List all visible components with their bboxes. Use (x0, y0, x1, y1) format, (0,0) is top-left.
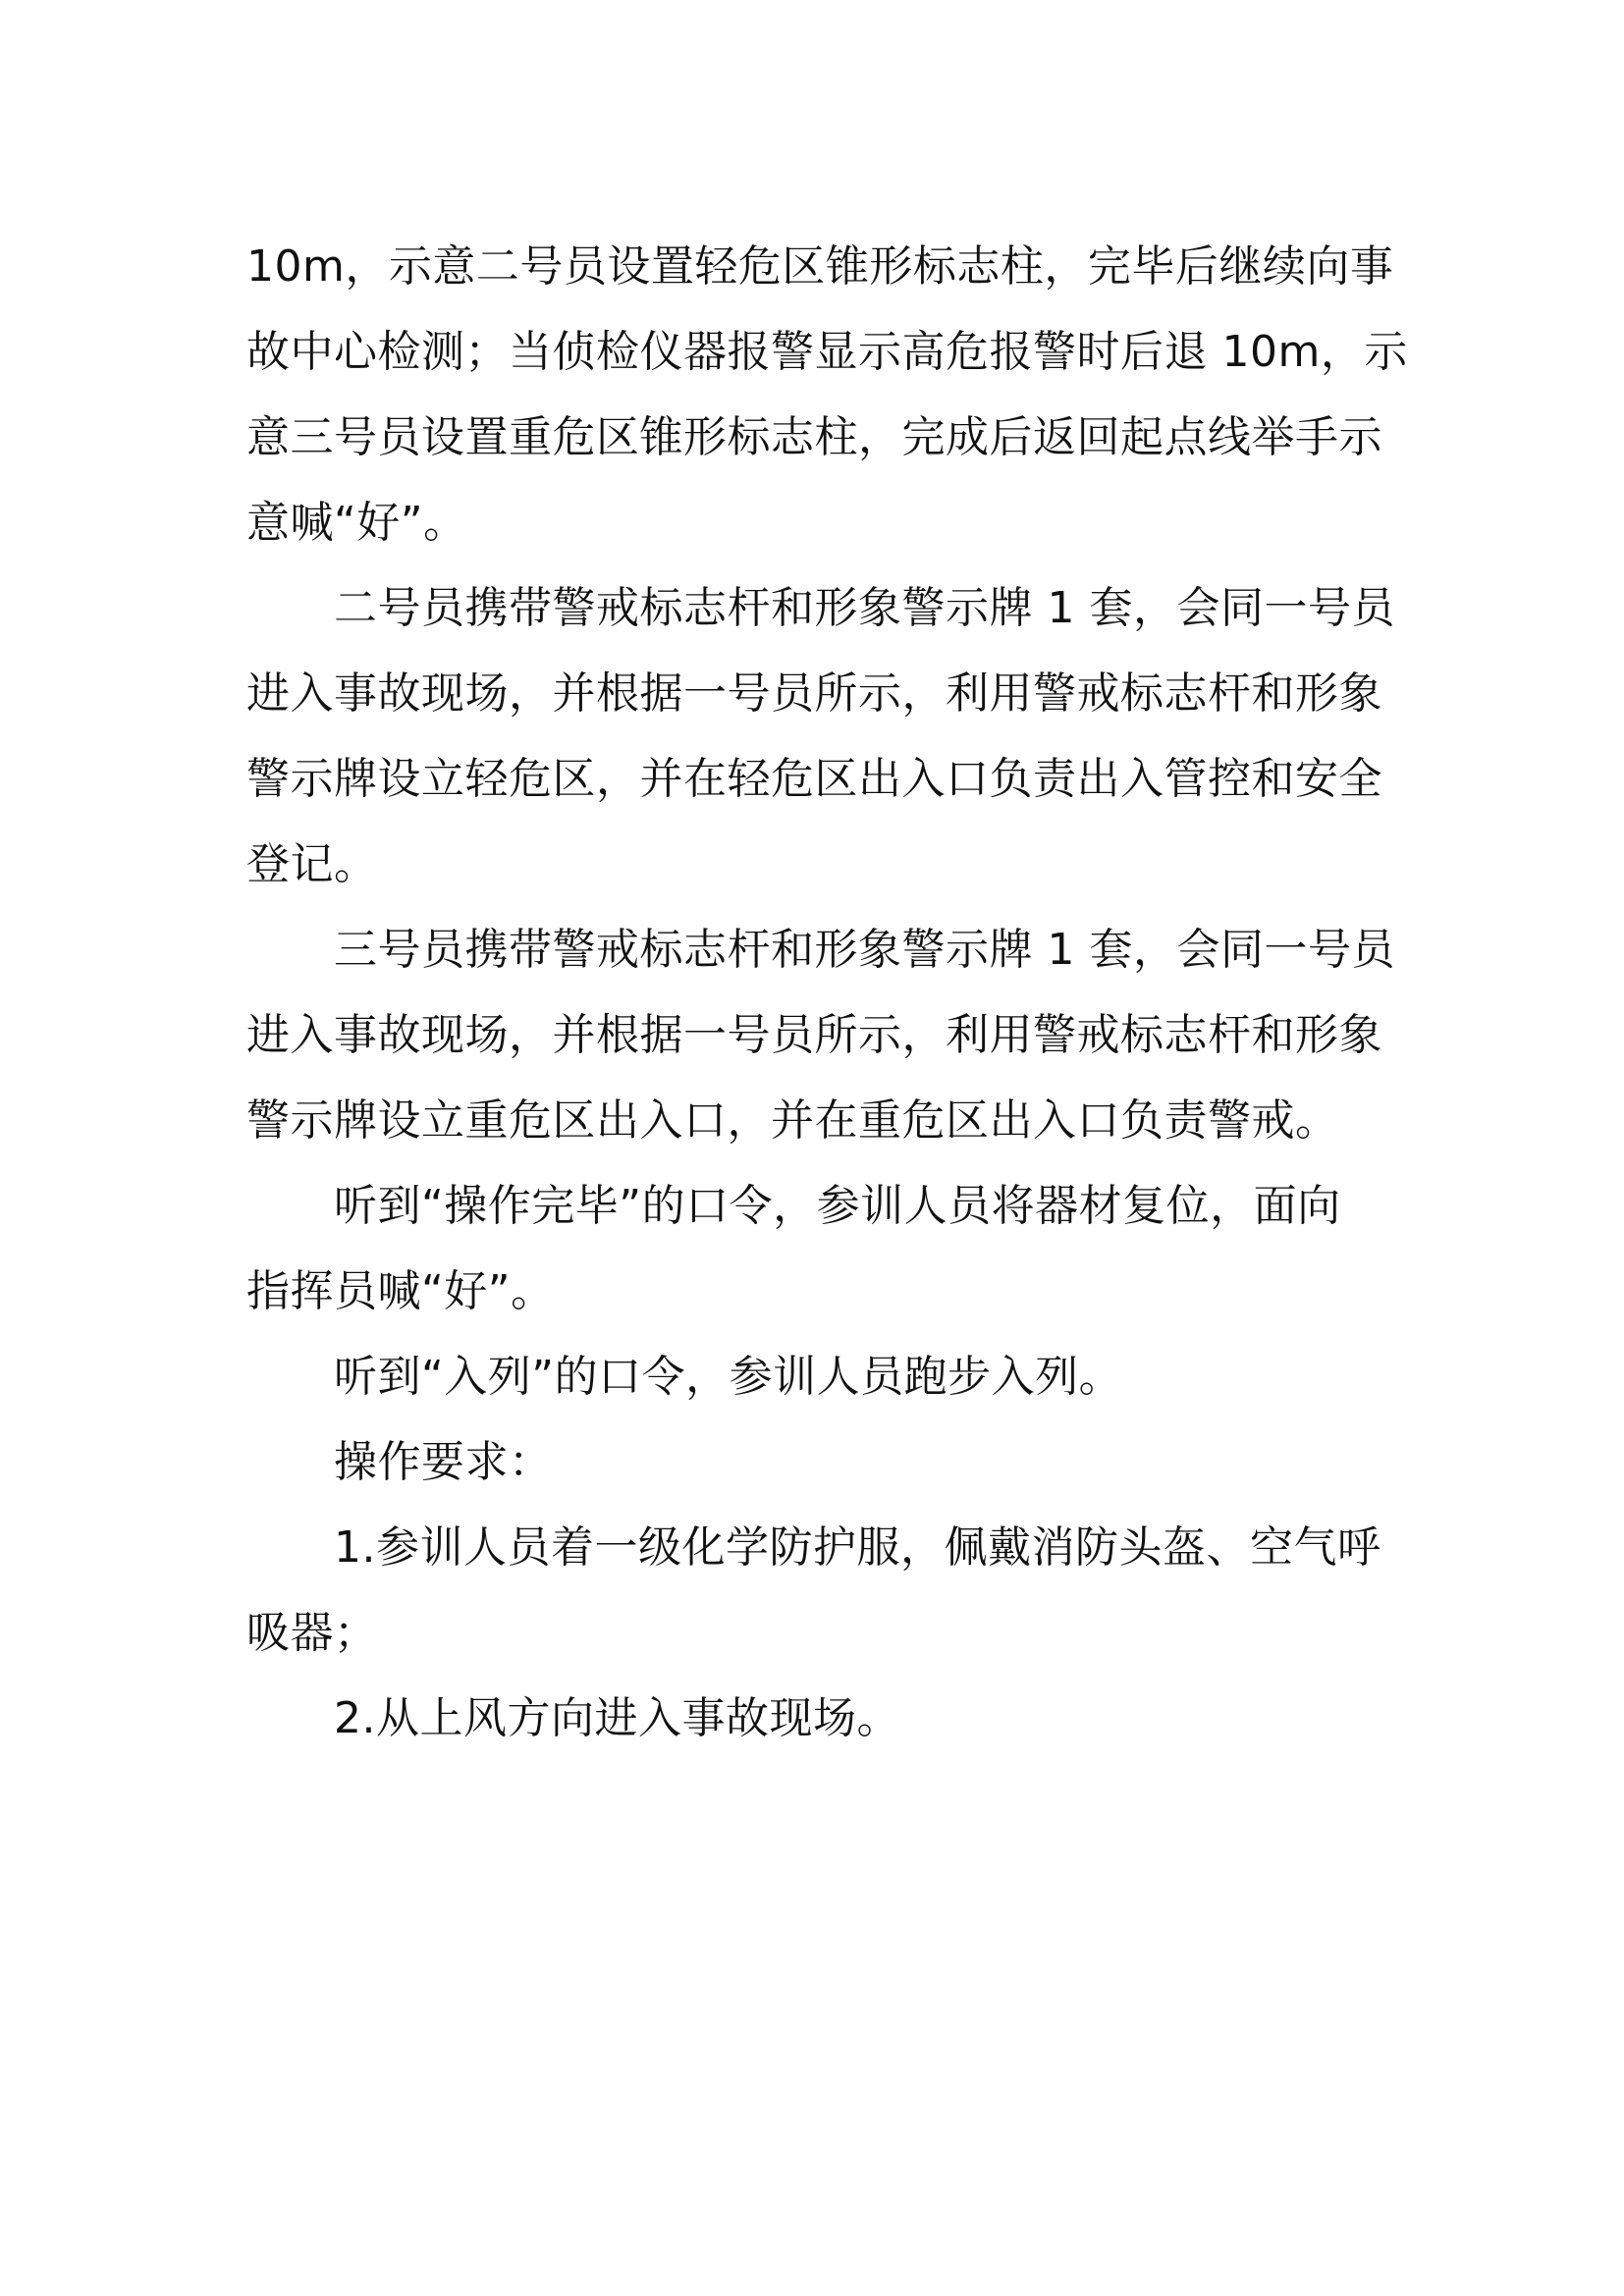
paragraph-line: 二号员携带警戒标志杆和形象警示牌 1 套，会同一号员 (334, 583, 1395, 633)
list-item: 1.参训人员着一级化学防护服，佩戴消防头盔、空气呼 (334, 1522, 1381, 1573)
section-heading: 操作要求： (334, 1437, 553, 1487)
paragraph-line: 警示牌设立轻危区，并在轻危区出入口负责出入管控和安全 (246, 754, 1382, 804)
body-text (246, 224, 1408, 1761)
paragraph-line: 登记。 (246, 839, 378, 889)
paragraph-line: 进入事故现场，并根据一号员所示，利用警戒标志杆和形象 (246, 1010, 1382, 1060)
paragraph-line: 10m，示意二号员设置轻危区锥形标志柱，完毕后继续向事 (246, 241, 1394, 292)
paragraph-line: 进入事故现场，并根据一号员所示，利用警戒标志杆和形象 (246, 668, 1382, 719)
list-item-continuation: 吸器； (246, 1608, 378, 1658)
paragraph-line: 意三号员设置重危区锥形标志柱，完成后返回起点线举手示 (246, 412, 1382, 462)
paragraph-line: 警示牌设立重危区出入口，并在重危区出入口负责警戒。 (246, 1095, 1339, 1146)
paragraph-line: 听到“操作完毕”的口令，参训人员将器材复位，面向 (334, 1181, 1341, 1231)
list-item: 2.从上风方向进入事故现场。 (334, 1693, 900, 1743)
paragraph-line: 三号员携带警戒标志杆和形象警示牌 1 套，会同一号员 (334, 925, 1395, 975)
paragraph-line: 意喊“好”。 (246, 498, 467, 548)
paragraph-line: 故中心检测；当侦检仪器报警显示高危报警时后退 10m，示 (246, 327, 1408, 377)
paragraph-line: 指挥员喊“好”。 (246, 1266, 555, 1316)
paragraph-line: 听到“入列”的口令，参训人员跑步入列。 (334, 1352, 1123, 1402)
